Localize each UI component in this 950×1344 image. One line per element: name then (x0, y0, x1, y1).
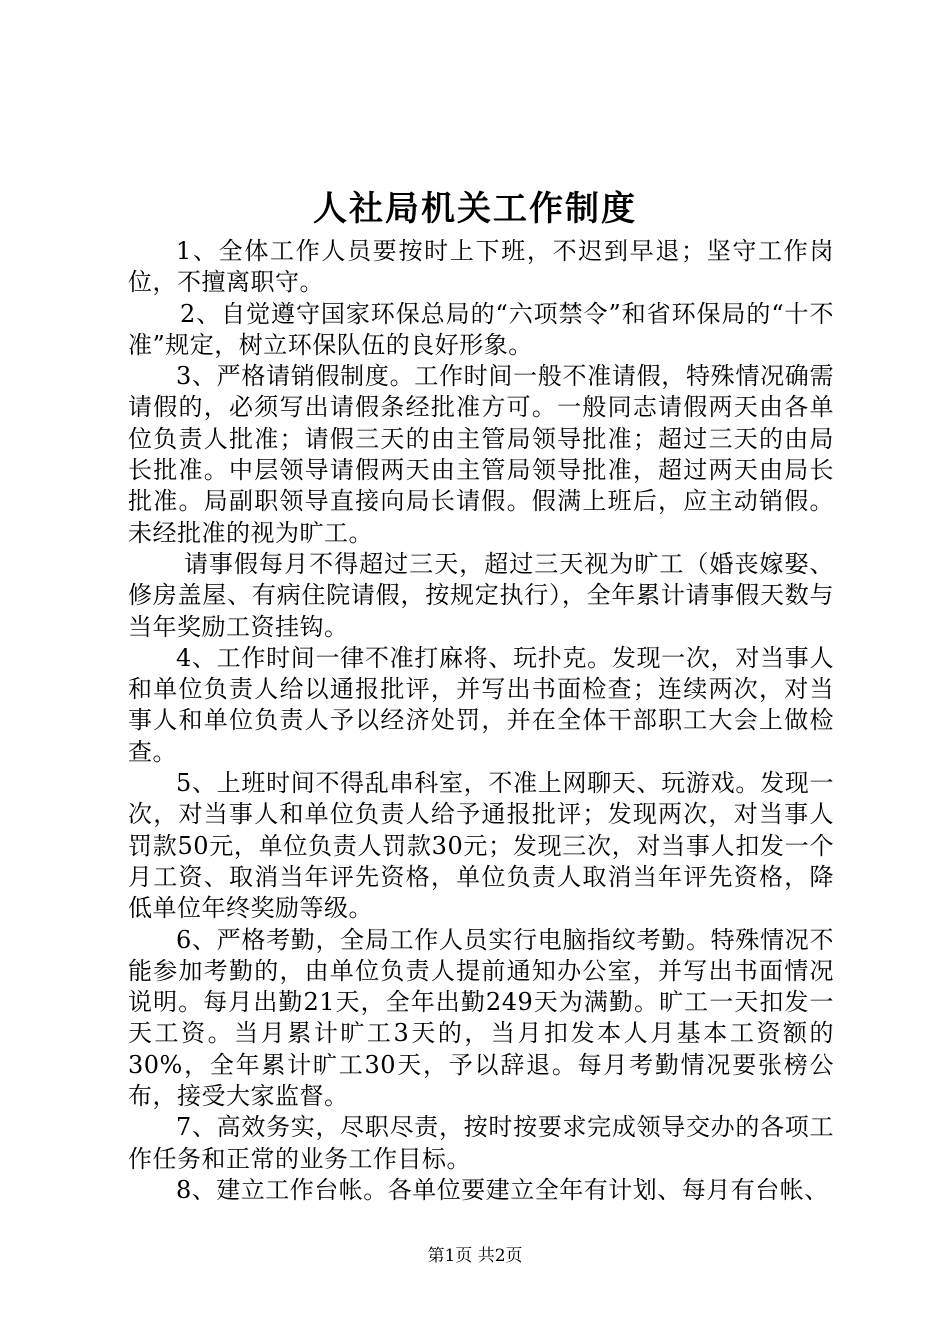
page-footer: 第1页 共2页 (427, 1246, 523, 1266)
paragraph-2: 2、自觉遵守国家环保总局的“六项禁令”和省环保局的“十不准”规定，树立环保队伍的良好形象。 (128, 299, 834, 359)
paragraph-1: 1、全体工作人员要按时上下班，不迟到早退；坚守工作岗位，不擅离职守。 (128, 237, 834, 297)
document-body (128, 236, 834, 1206)
paragraph-leave-note: 请事假每月不得超过三天，超过三天视为旷工（婚丧嫁娶、修房盖屋、有病住院请假，按规定执行），全年累计请事假天数与当年奖励工资挂钩。 (128, 549, 834, 641)
document-title: 人社局机关工作制度 (313, 189, 637, 229)
paragraph-4: 4、工作时间一律不准打麻将、玩扑克。发现一次，对当事人和单位负责人给以通报批评，并写出书面检查；连续两次，对当事人和单位负责人予以经济处罚，并在全体干部职工大会上做检查。 (128, 643, 834, 766)
paragraph-6: 6、严格考勤，全局工作人员实行电脑指纹考勤。特殊情况不能参加考勤的，由单位负责人提前通知办公室，并写出书面情况说明。每月出勤21天，全年出勤249天为满勤。旷工一天扣发一天工资。当月累计旷工3天的，当月扣发本人月基本工资额的30%，全年累计旷工30天，予以辞退。每月考勤情况要张榜公布，接受大家监督。 (128, 925, 834, 1111)
paragraph-5: 5、上班时间不得乱串科室，不准上网聊天、玩游戏。发现一次，对当事人和单位负责人给予通报批评；发现两次，对当事人罚款50元，单位负责人罚款30元；发现三次，对当事人扣发一个月工资、取消当年评先资格，单位负责人取消当年评先资格，降低单位年终奖励等级。 (128, 769, 834, 923)
paragraph-7: 7、高效务实，尽职尽责，按时按要求完成领导交办的各项工作任务和正常的业务工作目标。 (128, 1113, 834, 1173)
paragraph-8: 8、建立工作台帐。各单位要建立全年有计划、每月有台帐、 (176, 1175, 829, 1204)
paragraph-3: 3、严格请销假制度。工作时间一般不准请假，特殊情况确需请假的，必须写出请假条经批准方可。一般同志请假两天由各单位负责人批准；请假三天的由主管局领导批准；超过三天的由局长批准。中层领导请假两天由主管局领导批准，超过两天由局长批准。局副职领导直接向局长请假。假满上班后，应主动销假。未经批准的视为旷工。 (128, 362, 834, 547)
